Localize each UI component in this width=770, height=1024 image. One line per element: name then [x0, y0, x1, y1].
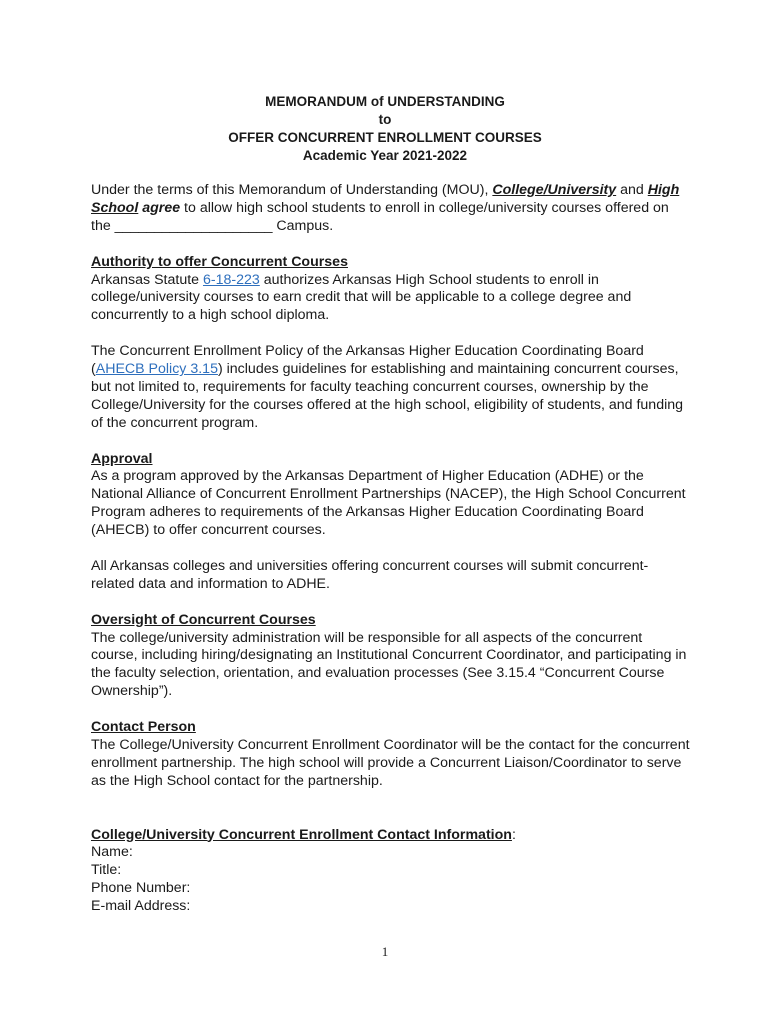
intro-paragraph: [91, 182, 691, 236]
authority-paragraph-2: [91, 343, 691, 433]
contact-info-heading: College/University Concurrent Enrollment Contact Information: [91, 826, 512, 843]
approval-section: [91, 451, 691, 541]
title-line-2: to: [378, 112, 392, 127]
approval-heading: Approval: [91, 450, 153, 467]
contact-info-heading-row: [91, 827, 691, 845]
contact-person-paragraph: The College/University Concurrent Enrollment Coordinator will be the contact for the concurrent enrollment partnership. The high school will provide a Concurrent Liaison/Coordinator to serve as the High School contact for the partnership.: [91, 737, 690, 789]
document-title: [0, 93, 770, 165]
authority-p2-text-b: ) includes guidelines for establishing and maintaining concurrent courses, but not limited to, requirements for faculty teaching concurrent courses, ownership by the College/University for the courses offered at the high school, eligibility of students, and funding of the concurrent program.: [91, 361, 684, 431]
title-line-4: Academic Year 2021-2022: [302, 148, 468, 163]
name-label: Name:: [91, 844, 133, 861]
authority-paragraph-1: [91, 272, 691, 326]
authority-p1-text-a: Arkansas Statute: [91, 271, 203, 288]
contact-info-section: [91, 827, 691, 917]
title-line-1: MEMORANDUM of UNDERSTANDING: [265, 94, 505, 109]
approval-paragraph-1: As a program approved by the Arkansas Department of Higher Education (ADHE) or the National Alliance of Concurrent Enrollment Partnerships (NACEP), the High School Concurrent Program adheres to requirements of the Arkansas Higher Education Coordinating Board (AHECB) to offer concurrent courses.: [91, 468, 686, 539]
contact-person-heading: Contact Person: [91, 719, 196, 736]
intro-text-1: Under the terms of this Memorandum of Understanding (MOU),: [91, 182, 493, 198]
oversight-paragraph: The college/university administration will be responsible for all aspects of the concurrent course, including hiring/designating an Institutional Concurrent Coordinator, and participating in the faculty selection, orientation, and evaluation processes (See 3.15.4 “Concurrent Course Ownership”).: [91, 629, 687, 700]
authority-section: [91, 254, 691, 326]
contact-info-colon: :: [511, 826, 516, 843]
authority-p2-text-a: The Concurrent Enrollment Policy of the Arkansas Higher Education Coordinating Board (: [91, 343, 644, 378]
email-label: E-mail Address:: [91, 898, 191, 915]
authority-p1-text-b: authorizes Arkansas High School students to enroll in college/university courses to earn credit that will be applicable to a college degree and concurrently to a high school diploma.: [91, 271, 632, 324]
agree-term: agree: [142, 199, 181, 216]
high-school-term: High School: [91, 182, 680, 216]
document-body: [91, 182, 691, 916]
page-number: 1: [381, 944, 389, 959]
contact-person-section: [91, 719, 691, 791]
title-label: Title:: [91, 862, 122, 879]
intro-text-3: to allow high school students to enroll in college/university courses offered on the ____________________ Campus.: [91, 199, 669, 234]
policy-link[interactable]: AHECB Policy 3.15: [95, 361, 218, 378]
oversight-section: [91, 612, 691, 702]
approval-paragraph-2: All Arkansas colleges and universities offering concurrent courses will submit concurrent-related data and information to ADHE.: [91, 557, 649, 592]
college-university-term: College/University: [492, 182, 617, 198]
phone-label: Phone Number:: [91, 880, 191, 897]
authority-heading: Authority to offer Concurrent Courses: [91, 253, 348, 270]
intro-text-2: and: [620, 182, 648, 198]
title-line-3: OFFER CONCURRENT ENROLLMENT COURSES: [228, 130, 542, 145]
oversight-heading: Oversight of Concurrent Courses: [91, 611, 316, 628]
statute-link[interactable]: 6-18-223: [202, 271, 260, 288]
